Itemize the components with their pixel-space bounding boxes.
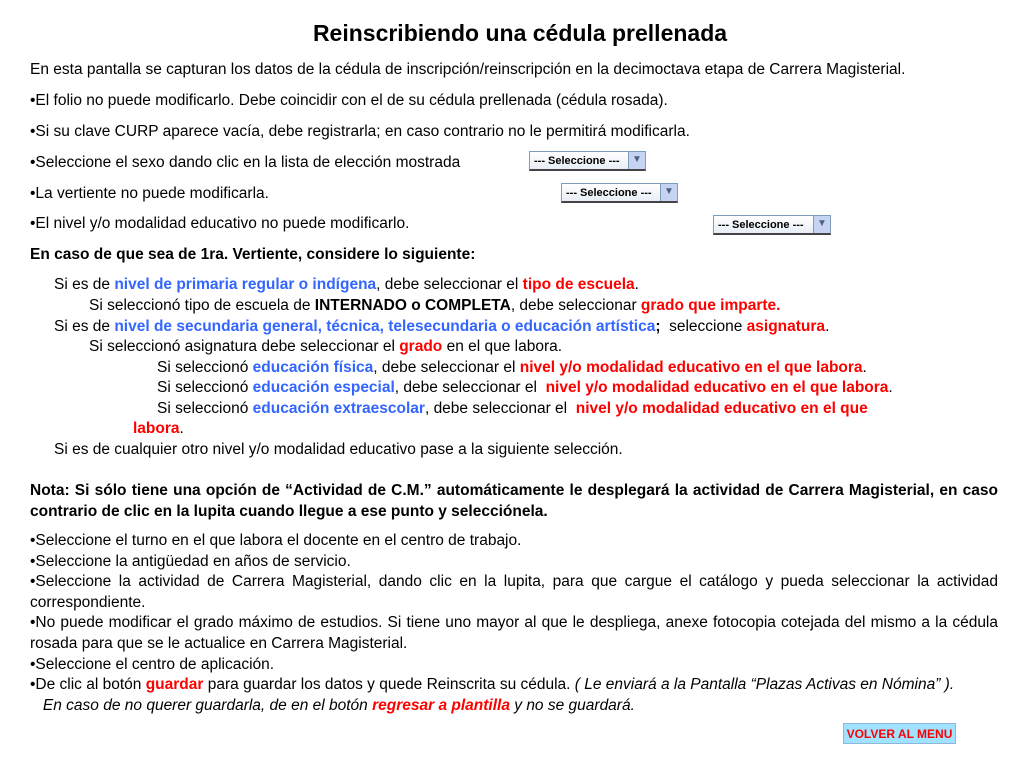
list-item: •Seleccione el centro de aplicación. (30, 655, 275, 673)
list-item: •De clic al botón guardar para guardar los datos y quede Reinscrita su cédula. ( Le enviará a la Pantalla “Plazas Activas en Nómina” ). En caso de no querer guardarla, de en el botón regresar a plantilla y no se guardará. (30, 676, 955, 714)
bullet-sexo: •Seleccione el sexo dando clic en la lista de elección mostrada (30, 154, 461, 171)
sexo-select[interactable] (529, 151, 646, 171)
nota-paragraph: Nota: Si sólo tiene una opción de “Actividad de C.M.” automáticamente le desplegará la actividad de Carrera Magisterial, en caso contrario de clic en la lupita cuando llegue a ese punto y selecciónela. (30, 482, 998, 520)
select-value: --- Seleccione --- (534, 155, 620, 167)
nivel-select[interactable] (713, 215, 831, 235)
rule-educacion-extraescolar: Si seleccionó educación extraescolar, debe seleccionar el nivel y/o modalidad educativo en el que (157, 400, 868, 417)
page-title: Reinscribiendo una cédula prellenada (312, 20, 728, 46)
rule-extraescolar-cont: labora. (133, 420, 184, 437)
rule-otro-nivel: Si es de cualquier otro nivel y/o modalidad educativo pase a la siguiente selección. (54, 441, 623, 458)
instruction-list (30, 531, 998, 716)
rule-internado: Si seleccionó tipo de escuela de INTERNADO o COMPLETA, debe seleccionar grado que imparte. (89, 297, 781, 314)
list-item: •Seleccione la actividad de Carrera Magisterial, dando clic en la lupita, para que cargue el catálogo y pueda seleccionar la actividad correspondiente. (30, 573, 998, 611)
bullet-folio: •El folio no puede modificarlo. Debe coincidir con el de su cédula prellenada (cédula rosada). (30, 92, 668, 109)
list-item: •Seleccione la antigüedad en años de servicio. (30, 552, 351, 570)
rule-asignatura: Si seleccionó asignatura debe seleccionar el grado en el que labora. (89, 338, 563, 355)
bullet-nivel: •El nivel y/o modalidad educativo no puede modificarlo. (30, 215, 410, 232)
select-value: --- Seleccione --- (566, 187, 652, 199)
rule-educacion-fisica: Si seleccionó educación física, debe seleccionar el nivel y/o modalidad educativo en el que labora. (157, 359, 867, 376)
bullet-curp: •Si su clave CURP aparece vacía, debe registrarla; en caso contrario no le permitirá modificarla. (30, 123, 690, 140)
rule-secundaria: Si es de nivel de secundaria general, técnica, telesecundaria o educación artística; seleccione asignatura. (54, 318, 830, 335)
vertiente-select[interactable] (561, 183, 678, 203)
rule-educacion-especial: Si seleccionó educación especial, debe seleccionar el nivel y/o modalidad educativo en el que labora. (157, 379, 893, 396)
menu-button-label: VOLVER AL MENU (846, 727, 953, 741)
select-value: --- Seleccione --- (718, 219, 804, 231)
intro-text: En esta pantalla se capturan los datos de la cédula de inscripción/reinscripción en la decimoctava etapa de Carrera Magisterial. (30, 61, 906, 78)
list-item: •Seleccione el turno en el que labora el docente en el centro de trabajo. (30, 532, 522, 549)
chevron-down-icon: ▼ (628, 152, 645, 169)
chevron-down-icon: ▼ (813, 216, 830, 233)
bullet-vertiente: •La vertiente no puede modificarla. (30, 185, 269, 202)
case-heading: En caso de que sea de 1ra. Vertiente, considere lo siguiente: (30, 246, 476, 263)
chevron-down-icon: ▼ (660, 184, 677, 201)
list-item: •No puede modificar el grado máximo de estudios. Si tiene uno mayor al que le despliega, anexe fotocopia cotejada del mismo a la cédula rosada para que se le actualice en Carrera Magisterial. (30, 614, 998, 652)
volver-menu-button[interactable] (843, 723, 956, 744)
rule-primaria: Si es de nivel de primaria regular o indígena, debe seleccionar el tipo de escuela. (54, 276, 639, 293)
